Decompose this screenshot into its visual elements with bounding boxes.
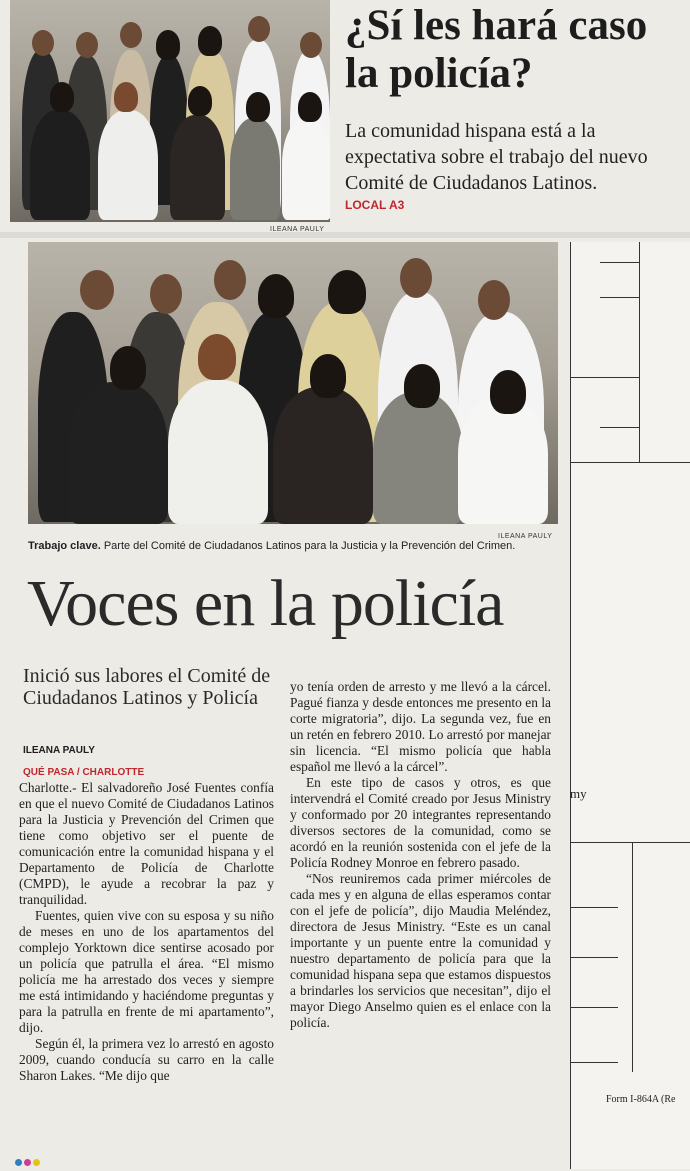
teaser-photo (10, 0, 330, 222)
form-border (639, 242, 640, 462)
page-gutter (0, 232, 690, 238)
paragraph: Según él, la primera vez lo arrestó en agosto 2009, cuando conducía su carro en la calle Sharon Lakes. “Me dijo que (19, 1036, 274, 1083)
paragraph: “Nos reuniremos cada primer miércoles de cada mes y en alguna de ellas esperamos contar con el jefe de policía”, dijo Maudia Meléndez, directora de Jesus Ministry. “Este es un canal importante y un puente entre la comunidad y nuestro departamento de policía para que la comunidad hispana sepa que estamos dispuestos a brindarles los servicios que necesitan”, dijo el mayor Diego Anselmo quien es el enlace con la policía. (290, 871, 551, 1030)
form-line (570, 1062, 618, 1063)
article-column-1 (19, 780, 274, 1084)
form-label: Form I-864A (Re (606, 1094, 676, 1105)
form-border (632, 842, 633, 1072)
paragraph: En este tipo de casos y otros, es que intervendrá el Comité creado por Jesus Ministry y conformado por 20 integrantes representando diversos sectores de la comunidad, como se acordó en la reunión sostenida con el jefe de la Policía Rodney Monroe en febrero pasado. (290, 775, 551, 870)
color-dots (15, 1153, 42, 1171)
form-line (570, 462, 690, 463)
form-line (600, 262, 640, 263)
article-byline: ILEANA PAULY (23, 745, 95, 756)
form-line (600, 427, 640, 428)
form-line (570, 957, 618, 958)
form-fragment-text: my (570, 786, 587, 801)
teaser-title-line1: ¿Sí les hará caso (345, 2, 648, 49)
paragraph: Fuentes, quien vive con su esposa y su niño de meses en uno de los apartamentos del complejo Yorktown dice sentirse acosado por un policía que patrulla el área. “El mismo policía me ha arrestado dos veces y siempre me está intimidando y haciéndome preguntas y para la patrulla en frente de mi apartamento”, dijo. (19, 908, 274, 1035)
teaser-text: La comunidad hispana está a la expectativa sobre el trabajo del nuevo Comité de Ciudadanos Latinos. (345, 120, 648, 194)
form-line (570, 907, 618, 908)
paragraph: yo tenía orden de arresto y me llevó a la cárcel. Pagué fianza y desde entonces me presento en la corte migratoria”, dijo. La segunda vez, fue en un retén en febrero 2010. Lo arrestó por manejar sin licencia. “El mismo policía que habla español me llevó a la cárcel”. (290, 679, 551, 774)
form-border (570, 242, 571, 1169)
form-fragment (570, 242, 690, 1169)
paragraph: Charlotte.- El salvadoreño José Fuentes confía en que el nuevo Comité de Ciudadanos Latinos para la Justicia y Prevención del Crimen que tiene como objetivo ser el puente de comunicación entre la comunidad hispana y el Departamento de Policía de Charlotte (CMPD), le ayude a recobrar la paz y tranquilidad. (19, 780, 274, 907)
teaser-photo-credit: ILEANA PAULY (270, 226, 325, 233)
photo-caption (28, 540, 568, 552)
teaser-title-line2: la policía? (345, 50, 533, 97)
main-photo (28, 242, 558, 524)
form-line (570, 1007, 618, 1008)
article-column-2 (290, 679, 551, 1031)
form-line (570, 842, 690, 843)
article-dateline: QUÉ PASA / CHARLOTTE (23, 767, 145, 778)
form-line (570, 377, 640, 378)
caption-text: Parte del Comité de Ciudadanos Latinos para la Justicia y la Prevención del Crimen. (100, 540, 516, 552)
main-photo-credit: ILEANA PAULY (498, 533, 553, 540)
caption-lead: Trabajo clave. (28, 540, 101, 552)
article-headline: Voces en la policía (27, 567, 504, 640)
teaser-section-link[interactable]: LOCAL A3 (345, 198, 405, 212)
form-line (600, 297, 640, 298)
article-deck: Inició sus labores el Comité de Ciudadanos Latinos y Policía (23, 665, 271, 709)
teaser-title (345, 2, 685, 98)
